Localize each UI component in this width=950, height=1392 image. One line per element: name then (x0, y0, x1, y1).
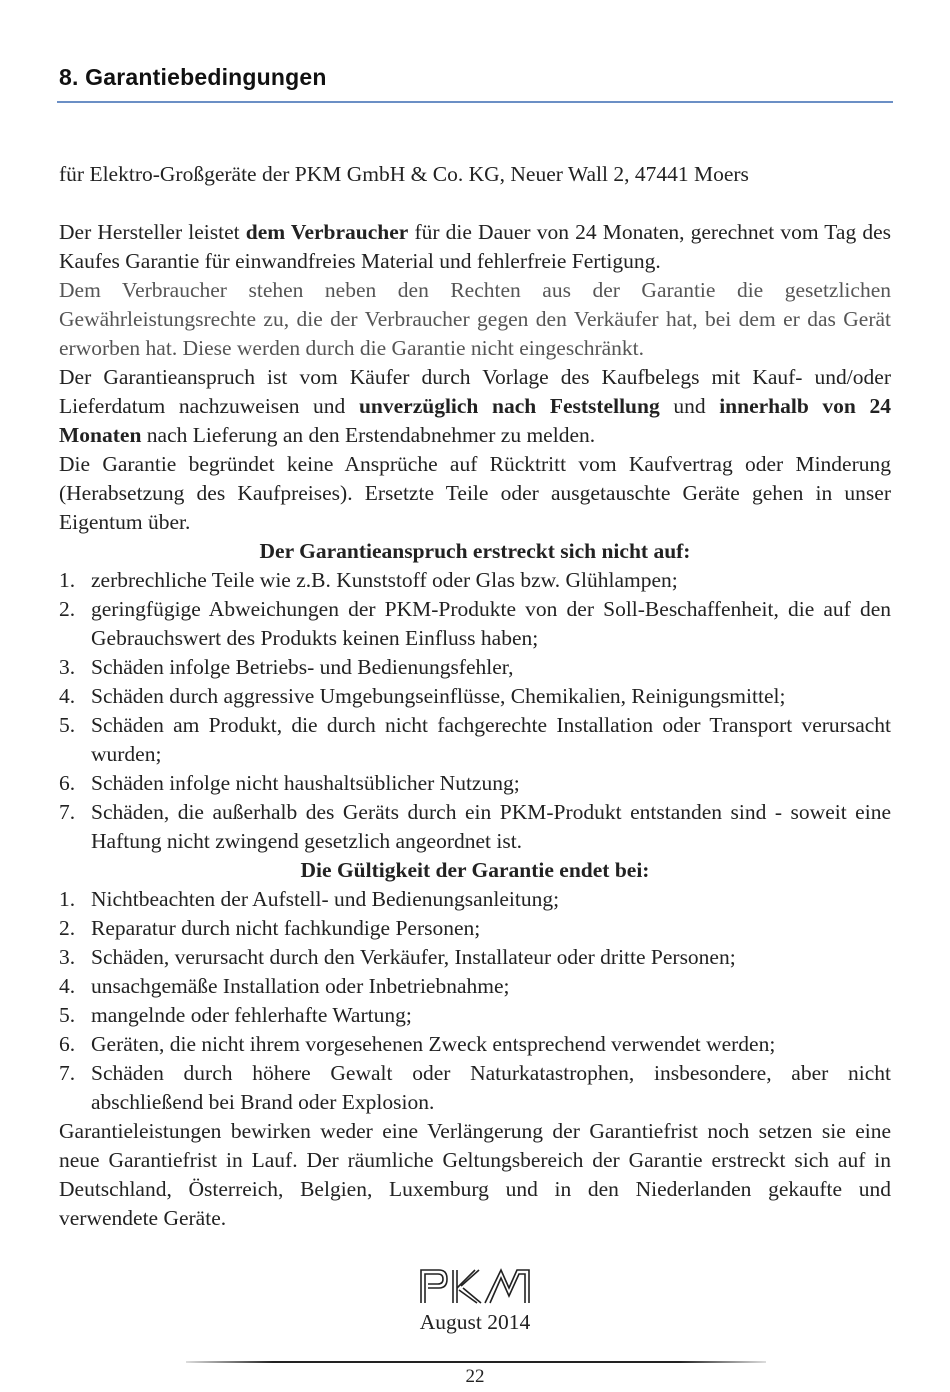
document-date: August 2014 (419, 1310, 531, 1334)
list-item: 6. Schäden infolge nicht haushaltsüblicher Nutzung; (59, 771, 520, 795)
pkm-logo-icon (417, 1266, 535, 1306)
list-item: 4. unsachgemäße Installation oder Inbetriebnahme; (59, 974, 510, 998)
list-item: 5. mangelnde oder fehlerhafte Wartung; (59, 1003, 412, 1027)
list-item: 3. Schäden infolge Betriebs- und Bedienungsfehler, (59, 655, 514, 679)
section-1-title: Der Garantieanspruch erstreckt sich nicht auf: (259, 539, 691, 563)
p3-text-e: nach Lieferung an den Erstendabnehmer zu melden. (141, 423, 596, 447)
p3-bold-2: innerhalb von 24 Monaten (59, 394, 892, 447)
list-item: 1. Nichtbeachten der Aufstell- und Bedienungsanleitung; (59, 887, 560, 911)
paragraph-2: Dem Verbraucher stehen neben den Rechten aus der Garantie die gesetzlichen Gewährleistungsrechte zu, die der Verbraucher gegen den Verkäufer hat, bei dem er das Gerät erworben hat. Diese werden durch die Garantie nicht eingeschränkt. (59, 278, 891, 360)
page-title: 8. Garantiebedingungen (59, 64, 327, 90)
list-item: 2. Reparatur durch nicht fachkundige Personen; (59, 916, 481, 940)
list-item: 2. geringfügige Abweichungen der PKM-Produkte von der Soll-Beschaffenheit, die auf den Gebrauchswert des Produkts keinen Einfluss haben; (59, 597, 891, 650)
footer-divider (186, 1361, 766, 1363)
warranty-body (59, 160, 891, 1233)
list-item: 7. Schäden, die außerhalb des Geräts durch ein PKM-Produkt entstanden sind - soweit eine Haftung nicht zwingend gesetzlich angeordnet ist. (59, 800, 891, 853)
list-item: 5. Schäden am Produkt, die durch nicht fachgerechte Installation oder Transport verursacht wurden; (59, 713, 891, 766)
list-item: 4. Schäden durch aggressive Umgebungseinflüsse, Chemikalien, Reinigungsmittel; (59, 684, 786, 708)
p3-text-a: Der Garantieanspruch ist vom Käufer durch Vorlage des Kaufbelegs mit Kauf- und/oder Lieferdatum nachzuweisen und (59, 365, 891, 418)
section-2-list (59, 885, 891, 1117)
p1-text-a: Der Hersteller leistet (59, 220, 246, 244)
intro-line: für Elektro-Großgeräte der PKM GmbH & Co. KG, Neuer Wall 2, 47441 Moers (59, 162, 749, 186)
p1-text-c: für die Dauer von 24 Monaten, gerechnet vom Tag des Kaufes Garantie für einwandfreies Material und fehlerfreie Fertigung. (59, 220, 892, 273)
paragraph-1 (59, 218, 891, 276)
page-number: 22 (465, 1366, 485, 1387)
list-item: 1. zerbrechliche Teile wie z.B. Kunststoff oder Glas bzw. Glühlampen; (59, 568, 678, 592)
list-item: 7. Schäden durch höhere Gewalt oder Naturkatastrophen, insbesondere, aber nicht abschließend bei Brand oder Explosion. (59, 1061, 891, 1114)
title-underline (57, 101, 893, 103)
p3-bold-1: unverzüglich nach Feststellung (358, 394, 660, 418)
paragraph-5: Garantieleistungen bewirken weder eine Verlängerung der Garantiefrist noch setzen sie eine neue Garantiefrist in Lauf. Der räumliche Geltungsbereich der Garantie erstreckt sich auf in Deutschland, Österreich, Belgien, Luxemburg und in den Niederlanden gekaufte und verwendete Geräte. (59, 1119, 891, 1230)
paragraph-3 (59, 363, 891, 450)
p3-text-c: und (659, 394, 720, 418)
section-1-list (59, 566, 891, 856)
paragraph-4: Die Garantie begründet keine Ansprüche auf Rücktritt vom Kaufvertrag oder Minderung (Herabsetzung des Kaufpreises). Ersetzte Teile oder ausgetauschte Geräte gehen in unser Eigentum über. (59, 452, 891, 534)
section-2-title: Die Gültigkeit der Garantie endet bei: (300, 858, 650, 882)
p1-bold: dem Verbraucher (245, 220, 409, 244)
list-item: 6. Geräten, die nicht ihrem vorgesehenen Zweck entsprechend verwendet werden; (59, 1032, 776, 1056)
list-item: 3. Schäden, verursacht durch den Verkäufer, Installateur oder dritte Personen; (59, 945, 736, 969)
